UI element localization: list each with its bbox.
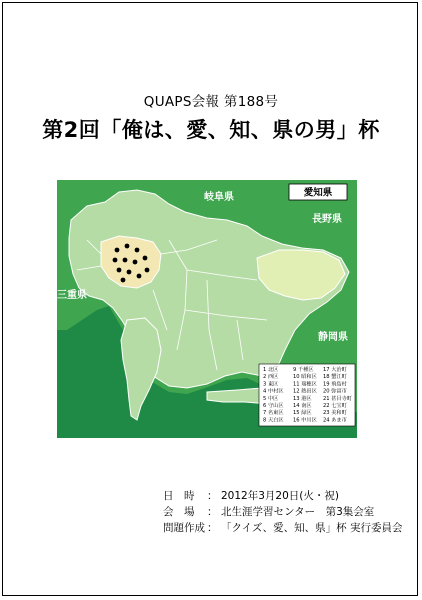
label-shizuoka: 静岡県 [318,332,348,343]
date-colon: ： [207,490,218,502]
legend-item: 12 熱田区 [293,388,317,395]
author-row [163,520,403,536]
venue-colon: ： [207,506,218,518]
date-label: 日 時 [163,490,195,502]
venue-label: 会 場 [163,506,195,518]
legend-item: 3 東区 [263,381,279,388]
venue-row [163,504,374,520]
legend-item: 16 中川区 [293,417,317,424]
legend-item: 14 南区 [293,403,312,409]
legend-item: 9 千種区 [293,367,314,373]
pref-label: 愛知県 [303,187,333,199]
legend-item: 6 守山区 [263,403,284,409]
label-mie: 三重県 [57,290,87,301]
legend-item: 24 あま市 [323,417,347,424]
venue-value: 北生涯学習センター 第3集会室 [221,506,375,518]
legend-item: 8 天白区 [263,417,284,424]
legend-items [263,365,353,423]
legend-item: 5 中区 [263,395,279,402]
newsletter-issue: QUAPS会報 第188号 [143,94,279,110]
legend-item: 23 美和町 [323,410,347,417]
legend-item: 22 七宝町 [323,403,347,409]
legend-item: 1 北区 [263,367,279,373]
author-label: 問題作成 [163,522,205,534]
legend-item: 10 昭和区 [293,374,317,381]
label-nagano: 長野県 [312,214,342,225]
label-gifu: 岐阜県 [204,192,234,203]
legend-item: 19 飛島村 [323,381,347,388]
author-value: 「クイズ、愛、知、県」杯 実行委員会 [221,522,403,534]
date-row [163,488,339,504]
legend-item: 2 西区 [263,374,279,381]
legend-item: 15 緑区 [293,410,312,417]
legend-item: 20 弥富市 [323,388,347,395]
legend-item: 11 瑞穂区 [293,381,317,388]
legend-item: 21 甚目寺町 [323,395,352,402]
legend-item: 4 中村区 [263,388,284,395]
date-value: 2012年3月20日(火・祝) [221,490,339,502]
author-colon: ： [207,522,218,534]
aichi-map [57,180,357,438]
legend-item: 7 名東区 [263,410,284,417]
legend-item: 17 大治町 [323,367,347,373]
legend-item: 18 蟹江町 [323,374,347,381]
page-title: 第2回「俺は、愛、知、県の男」杯 [42,118,380,142]
legend-item: 13 港区 [293,395,312,402]
